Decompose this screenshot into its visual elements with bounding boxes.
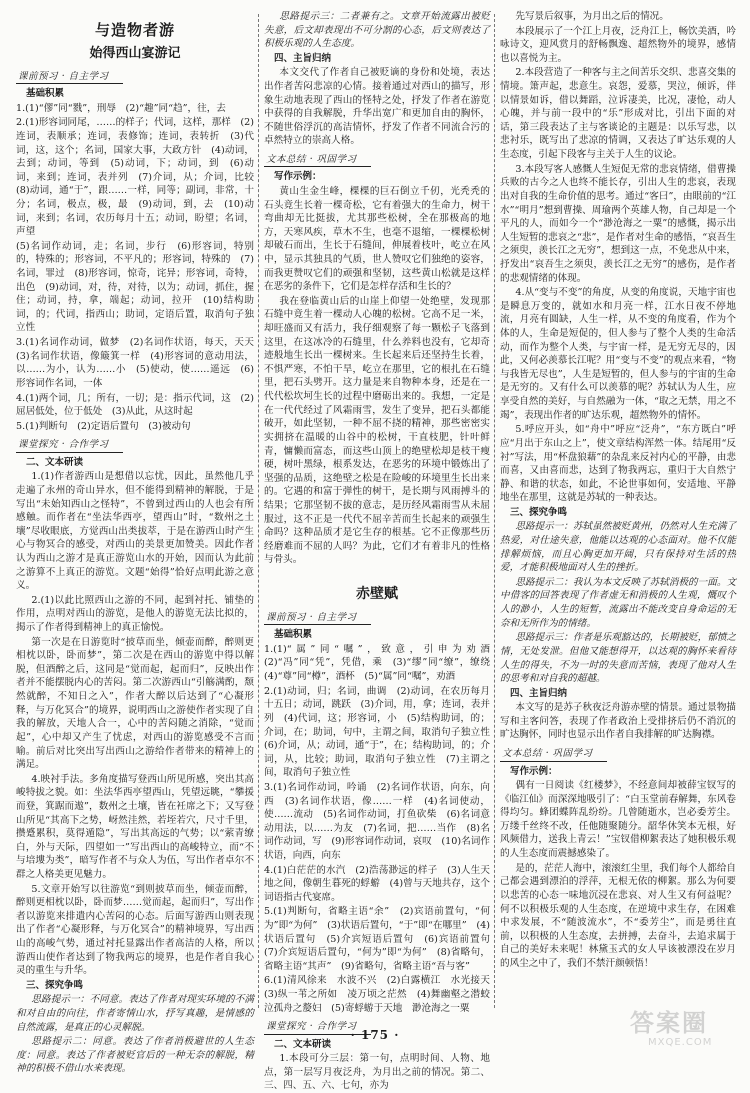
basic-item: 5.(1)判断句 (2)定语后置句 (3)被动句 xyxy=(16,420,191,432)
subheading-text-study: 二、文本研读 xyxy=(274,1038,332,1050)
subheading-summary: 四、主旨归纳 xyxy=(510,687,568,699)
paragraph: 3.本段写客人感慨人生短促无常的悲哀情绪，借曹操兵败的古今之人也终不能长存，引出人生的悲哀，表现出对自我的生命价值的思考。通过“客曰”，由眼前的“江水”“明月”想到曹操、周瑜两个英雄人物，自己却是一个平凡的人，而如今一个“渺沧海之一粟”的感慨，揭示出人生短暂的悲哀之“悲”，是作者对生命的感悟，“哀吾生之须臾，羡长江之无穷”，想到这一点，不免悲从中来，抒发出“哀吾生之须臾，羡长江之无穷”的感伤，是作者的悲观情绪的体现。 xyxy=(500,163,736,284)
subheading-writing: 写作示例： xyxy=(510,765,558,777)
subheading-text-study: 二、文本研读 xyxy=(26,456,84,468)
subheading-discuss: 三、探究争鸣 xyxy=(510,506,568,518)
subheading-basic: 基础积累 xyxy=(274,629,313,641)
paragraph: 先写景后叙事，为月出之后的情况。 xyxy=(515,11,669,22)
writing-paragraph: 我在登临黄山后的山崖上仰望一处绝壁，发现那石缝中竟生着一棵动人心魄的松树。它高不足一米，却旺盛而又有活力，我仔细观察了每一颗松子飞落到这里，在这冰冷的石缝里，什么养料也没有，它却奇迹般地生长出一棵树来。生长起来后还坚持生长着，不惧严寒，不怕干旱，屹立在那里，它的根扎在石缝里，把石头劈开。这力量是来自物种本身，还是在一代代松坎坷生长的过程中磨砺出来的。我想，一定是在一代代经过了风霜雨雪，发生了变异，把石头都能破开，如此坚韧，一种不屈不挠的精神，那些密密实实拥挤在温暖的山谷中的松树，干直枝肥，针叶鲜青，慵懒而富态，而这些山顶上的绝壁松却是枝干瘦硬，树叶黑绿，根系发达，在恶劣的环境中锻炼出了坚强的品质，这绝壁之松是在险峻的环境里生长出来的。它遇的和富于弹性的树干，是长期与风雨搏斗的结果；它那坚韧不拔的意志，是历经风霜雨雪从未屈服过，这不正是一代代不屈辛苦而生长起来的顽强生命吗？这种品质才是它生存的根基。它不正像那些历经磨难而不屈的人吗？为此，它们才有着非凡的性格与骨头。 xyxy=(264,295,490,566)
basic-item: 5.(1)判断句，省略主语“余” (2)宾语前置句，“何为”即“为何” (3)状语后置句，“于”即“在哪里” (4)状语后置句 (5)介宾短语后置句 (6)宾语前置句 (7)介宾短语后置句，“何为”即“为何” (8)省略句，省略主语“其声” (9)省略句，省略主语“吾与客” xyxy=(264,906,500,972)
basic-item: 3.(1)名词作动词，做梦 (2)名词作状语，每天，天天 (3)名词作状语，像簸箕一样 (4)形容词的意动用法，以……为小，认为……小 (5)使动，使……遥远 (6)形容词作名词，一体 xyxy=(16,337,264,389)
think-tip: 思路提示三：作者是乐观豁达的，长期被贬，郁愤之情，无处发泄。但他又能想得开，以达观的胸怀来看待人生的得失，不为一时的失意而苦恼，表现了他对人生的思考和对自我的超越。 xyxy=(500,632,737,685)
paragraph: 5.呼应开头，如“舟中”呼应“泛舟”，“东方既白”呼应“月出于东山之上”，使文章结构浑然一体。结尾用“反衬”写法，用“杯盘狼藉”的杂乱来反衬内心的平静，由悲而喜，又由喜而悲，达到了物我两忘，重归于大自然宁静、和谐的状态，如此，不论世事如何，安适地、平静地坐在那里，这就是苏轼的一种表达。 xyxy=(500,424,736,504)
section-banner-explore: 课堂探究 · 合作学习 xyxy=(16,438,123,452)
section-banner-preview: 课前预习 · 自主学习 xyxy=(264,611,371,625)
think-tip: 思路提示三：二者兼有之。文章开始流露出被贬失意，后文却表现出不可分割的心态，后文则表达了积极乐观的人生态度。 xyxy=(264,11,490,50)
subheading-discuss: 三、探究争鸣 xyxy=(26,979,84,991)
writing-paragraph: 是的，茫茫人海中，滚滚红尘里，我们每个人都给自己都会遇到漂泊的浮萍，无根无依的柳絮。那么为何要以悲苦的心态一味地沉浸在悲哀、对人生又有何益呢？何不以积极乐观的人生态度，在逆境中求生存，在困难中求发展，不“随波流水”，不“委芳尘”，而是勇往直前，以积极的人生态度，去拼搏，去奋斗，去追求属于自己的美好未来呢！林黛玉式的女人早该被漂没在岁月的风尘之中了，我们不禁汗颜顿悟！ xyxy=(500,862,737,969)
basic-item: 4.(1)两个词，几；所有，一切；是：指示代词，这 (2)屈居低处，位于低处 (3)从此，从这时起 xyxy=(16,392,254,418)
paragraph: 1.本段可分三层：第一句，点明时间、人物、地点，第一层写月夜泛舟，为月出之前的情况。第二、三、四、五、六、七句，亦为 xyxy=(264,1053,490,1092)
basic-item: 4.(1)白茫茫的水汽 (2)浩荡渺远的样子 (3)人生天地之间，像朝生暮死的蜉蝣 (4)曾与天地共存，这个词语指古代宴席。 xyxy=(264,864,490,903)
basic-item: 6.(1)清风徐来 水波不兴 (2)白露横江 水光接天 (3)纵一苇之所如 凌万顷之茫然 (4)舞幽壑之潜蛟 泣孤舟之嫠妇 (5)寄蜉蝣于天地 渺沧海之一粟 xyxy=(264,975,500,1014)
basic-item: 1.(1)“僇”同“戮”，刑辱 (2)“趣”同“趋”，往，去 xyxy=(16,102,226,114)
think-tip: 思路提示二：我认为本文反映了苏轼消极的一面。文中借客的回答表现了作者虚无和消极的人生观，慨叹个人的渺小，人生的短暂，流露出不能改变自身命运的无奈和无所作为的情绪。 xyxy=(500,576,737,629)
paragraph: 4.从“变与不变”的角度，从变的角度说，天地宇宙也是瞬息万变的，就如水和月亮一样，江水日夜不停地流，月亮有圆缺，人生一样，从不变的角度看，作为个体的人，生命是短促的，但人参与了整个人类的生命活动，而作为整个人类，与宇宙一样，是无穷无尽的，因此，又何必羡慕长江呢？用“变与不变”的观点来看，“物与我皆无尽也”，人生是短暂的，但人参与的宇宙的生命是无穷的。又有什么可以羡慕的呢？苏轼认为人生，应享受自然的美好，与自然融为一体，“取之无禁，用之不竭”，表现出作者的旷达乐观，超然物外的情怀。 xyxy=(500,287,736,421)
paragraph: 第一次是在日游览时“披草而坐，倾壶而醉，醉则更相枕以卧，卧而梦”，第二次是在西山的游览中得以解脱，但酒醉之后，这同是“觉而起，起而归”，反映出作者并不能摆脱内心的苦闷。第二次游西山“引觞满酌，颓然就醉，不知日之入”，作者大醉以后达到了“心凝形释，与万化冥合”的境界，说明西山之游使作者实现了自我的解放，天地人合一，心中的苦闷随之消除，“觉而起”，心中却又产生了忧虑，对西山的游览感受不言而喻。前后对比突出写出西山之游给作者带来的精神上的满足。 xyxy=(16,636,254,771)
think-tip: 思路提示一：不同意。表达了作者对现实环境的不满和对自由的向往，作者寄情山水，抒写真趣，是情感的自然流露，是真正的心灵解脱。 xyxy=(16,994,254,1033)
column-divider-2 xyxy=(494,14,495,1008)
watermark-logo xyxy=(630,1006,740,1050)
basic-item: (5)名词作动词，走；名词，步行 (6)形容词，特别的，特殊的；形容词，不平凡的；形容词，特殊的 (7)名词，罪过 (8)形容词，惊奇，诧异；形容词，奇特，出色 (9)动词，对，待，对待，以为；动词，抓住，握住；动词，持，拿，端起；动词，拉开 (10)结构助词，的；代词，指西山；助词，定语后置，取消句子独立性 xyxy=(16,240,254,334)
writing-paragraph: 黄山生金生峰，棵棵的巨石倒立千仞，光秃秃的石头竟生长着一棵奇松，它有着强大的生命力，树干弯曲却无比挺拔，尤其那些松树，全在那极高的地方，天寒风疾，草木不生，也毫不退缩，一棵棵松树却破石而出，生长于石缝间，伸展着枝叶，屹立在风中，显示其独具的气质，世人赞叹它们独绝的姿容，而我更赞叹它们的顽强和坚韧，这些黄山松就是这样在恶劣的条件下，它们是怎样存活和生长的？ xyxy=(264,185,490,293)
paragraph: 2.本段营造了一种客与主之间苦乐交织、悲喜交集的情境。箫声起，悲意生。哀怨，爱慕，哭泣，倾诉，伴以情景如诉，借以舞蹈，泣诉凄美，比况，凄怆，动人心魄，并与前一段中的“乐”形成对比，引出下面的对话，第三段表达了主与客谈论的主题是：以乐写悲，以悲衬乐，既写出了悲凉的情调，又表达了旷达乐观的人生态度，引起下段客与主关于人生的议论。 xyxy=(500,67,736,161)
subheading-basic: 基础积累 xyxy=(26,88,65,100)
think-tip: 思路提示一：苏轼虽然被贬黄州，仍然对人生充满了热爱，对仕途失意，他能以达观的心态面对。他不仅能排解烦恼，而且心胸更加开阔，只有保持对生活的热爱，才能积极地面对人生的挫折。 xyxy=(500,521,737,574)
basic-item: 2.(1)形容词同尾，……的样子；代词，这样，那样 (2)连词，表顺承；连词，表修饰；连词，表转折 (3)代词，这，这个；名词，国家大事，大政方针 (4)动词，去到；动词，等到 (5)动词，下；动词，到 (6)动词，来到；连词，表并列 (7)介词，从；介词，比较 (8)动词，通“于”，跟……一样，同等；副词，非常，十分；名词，极点，极，最 (9)动词，到，去 (10)动词，来到；名词，农历每月十五；动词，盼望；名词，声望 xyxy=(16,117,264,238)
chapter-title: 与造物者游 xyxy=(94,21,175,39)
page-number: · 175 · xyxy=(350,1027,400,1042)
writing-paragraph: 偶有一日阅读《红楼梦》，不经意间却被薛宝钗写的《临江仙》而深深地吸引了：“白玉堂前春解舞，东风卷得均匀。蜂团蝶阵乱纷纷。几曾随逝水，岂必委芳尘。万缕千丝终不改，任他随聚随分。韶华休笑本无根，好风频借力，送我上青云！”宝钗借柳絮表达了她积极乐观的人生态度而震撼感染了。 xyxy=(500,780,736,860)
basic-item: 2.(1)动词，归；名词，曲调 (2)动词，在农历每月十五日；动词，跳跃 (3)介词，用，拿；连词，表并列 (4)代词，这；形容词，小 (5)结构助词，的；介词，在；助词，句中，主谓之间，取消句子独立性 (6)介词，从；动词，通“于”，在；结构助词，的；介词，从，比较；助词，取消句子独立性 (7)主谓之间，取消句子独立性 xyxy=(264,685,500,779)
column-left xyxy=(16,10,264,1075)
column-right xyxy=(500,10,736,1016)
column-divider-1 xyxy=(258,14,259,1008)
section-banner-explore: 课堂探究 · 合作学习 xyxy=(264,1020,371,1034)
summary-paragraph: 本文写的是苏子秋夜泛舟游赤壁的情景。通过景物描写和主客问答，表现了作者政治上受排挤后仍不消沉的旷达胸怀，同时也显示出作者自我排解的旷达胸襟。 xyxy=(500,702,737,741)
section-banner-consolidate: 文本总结 · 巩固学习 xyxy=(264,153,371,167)
section-banner-consolidate: 文本总结 · 巩固学习 xyxy=(500,747,607,761)
section-banner-preview: 课前预习 · 自主学习 xyxy=(16,70,123,84)
basic-item: 1.(1)“属”同“嘱”，致意，引申为劝酒 (2)“冯”同“凭”，凭借，乘 (3)“缪”同“缭”，缭绕 (4)“尊”同“樽”，酒杯 (5)“属”同“嘱”，劝酒 xyxy=(264,643,500,683)
paragraph: 本段展示了一个江上月夜，泛舟江上，畅饮美酒，吟咏诗文，迎风赏月的舒畅飘逸、超然物外的境界，感情也以喜悦为主。 xyxy=(500,25,737,64)
paragraph: 5.文章开始写以往游览“到则披草而坐，倾壶而醉，醉则更相枕以卧，卧而梦……觉而起，起而归”，写出作者以游览来排遣内心苦闷的心态。后面写游西山则表现出了作者“心凝形释，与万化冥合”的精神境界，写出西山的高峻气势，通过衬托显露出作者高洁的人格，所以游西山使作者达到了物我两忘的境界，也是作者自我心灵的重生与升华。 xyxy=(16,883,254,977)
subheading-writing: 写作示例： xyxy=(274,171,322,183)
summary-paragraph: 本文交代了作者自己被贬谪的身份和处境，表达出作者苦闷悲凉的心情。接着通过对西山的描写，形象生动地表现了西山的怪特之处，抒发了作者在游览中获得的自我解脱，升华出宽广和更加自由的胸怀，不随世俗浮沉的高洁情怀，抒发了作者不同流合污的卓然特立的崇高人格。 xyxy=(264,67,490,147)
think-tip: 思路提示二：同意。表达了作者消极避世的人生态度：同意。表达了作者被贬官后的一种无奈的解脱，精神的积极不借山水来表现。 xyxy=(16,1036,254,1075)
lesson-title-chibi: 赤壁赋 xyxy=(356,586,398,602)
watermark-text: 答案圈 xyxy=(630,1009,708,1037)
basic-item: 3.(1)名词作动词，吟诵 (2)名词作状语，向东，向西 (3)名词作状语，像……一样 (4)名词使动，使……流动 (5)名词作动词，打鱼砍柴 (6)名词意动用法，以……为友 (7)名词，把……当作 (8)名词作动词，写 (9)形容词作动词，哀叹 (10)名词作状语，向西，向东 xyxy=(264,781,490,861)
watermark-url: MXQE.COM xyxy=(648,1037,713,1049)
subheading-summary: 四、主旨归纳 xyxy=(274,52,332,64)
paragraph: 2.(1)以此比照西山之游的不同，起到衬托、铺垫的作用，点明对西山的游览，是他人的游览无法比拟的，揭示了作者得到精神上的真正愉悦。 xyxy=(16,594,254,634)
paragraph: 1.(1)作者游西山是想借以忘忧，因此，虽然他几乎走遍了永州的奇山异水，但不能得到精神的解脱，于是写出“未始知西山之怪特”，不曾到过西山的人也会有所感触。而作者在“坐法华西亭，望西山”时，“数州之土壤”尽收眼底，方觉西山出类拔萃，于是在游西山时产生心与物冥合的感受，对西山的美景更加赞美。因此作者认为西山之游才是真正游览山水的开始，因而认为此前之游算不上真正的游览。文题“始得”恰好点明此游之意义。 xyxy=(16,471,254,592)
paragraph: 4.映衬手法。多角度描写登西山所见所感，突出其高峻特拔之貌。如：坐法华西亭望西山，凭望远眺，“攀援而登，箕踞而遨”，数州之土壤，皆在衽席之下；又写登山所见“其高下之势，岈然洼然，若垤若穴，尺寸千里，攒蹙累积，莫得遁隐”，写出其高远的气势；以“萦青缭白，外与天际，四望如一”写出西山的高峻特立，而“不与培塿为类”，暗写作者不与众人为伍，写出作者卓尔不群之人格美更见魅力。 xyxy=(16,773,254,880)
lesson-title: 始得西山宴游记 xyxy=(89,46,181,62)
